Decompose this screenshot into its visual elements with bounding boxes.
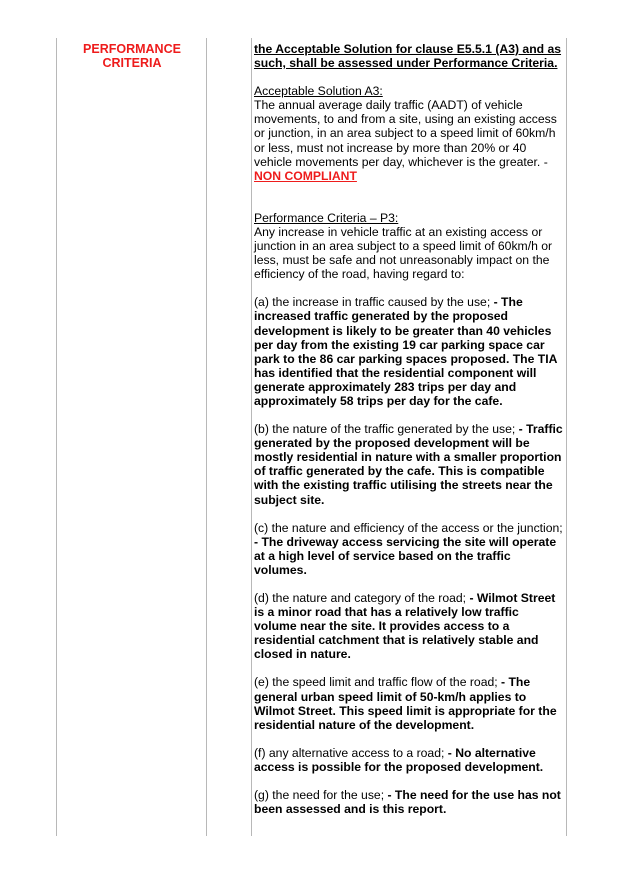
criterion-response: - The driveway access servicing the site will operate at a high level of service based on the traffic volumes. bbox=[254, 534, 557, 577]
criterion-item-d bbox=[254, 591, 564, 661]
intro-text: the Acceptable Solution for clause E5.5.1 (A3) and as such, shall be assessed under Performance Criteria. bbox=[254, 42, 562, 71]
criterion-text: (a) the increase in traffic caused by the use; bbox=[254, 295, 491, 310]
left-table-border bbox=[56, 38, 57, 836]
criterion-text: (d) the nature and category of the road; bbox=[254, 591, 467, 605]
criterion-text: (b) the nature of the traffic generated by the use; bbox=[254, 422, 516, 437]
criterion-item-c bbox=[254, 521, 564, 577]
criterion-text: (e) the speed limit and traffic flow of the road; bbox=[254, 675, 498, 690]
criterion-response: - Wilmot Street is a minor road that has a relatively low traffic volume near the site. It provides access to a residential catchment that is relatively stable and closed in nature. bbox=[254, 591, 556, 662]
criterion-response: - No alternative access is possible for the proposed development. bbox=[254, 745, 544, 774]
performance-criteria-text: Any increase in vehicle traffic at an existing access or junction in an area subject to a speed limit of 60km/h or less, must be safe and not unreasonably impact on the efficiency of the road, having regard to: bbox=[254, 224, 553, 282]
criterion-text: (g) the need for the use; bbox=[254, 788, 385, 803]
criterion-response: - The general urban speed limit of 50-km/h applies to Wilmot Street. This speed limit is appropriate for the residential nature of the development. bbox=[254, 675, 557, 732]
criterion-item-a bbox=[254, 295, 564, 408]
acceptable-solution-text: The annual average daily traffic (AADT) of vehicle movements, to and from a site, using an existing access or junction, in an area subject to a speed limit of 60km/h or less, must not increase by more than 20% or 40 vehicle movements per day, whichever is the greater. - bbox=[254, 98, 557, 169]
non-compliant-status: NON COMPLIANT bbox=[254, 168, 357, 183]
criterion-item-e bbox=[254, 675, 564, 731]
criterion-item-g bbox=[254, 788, 564, 816]
criterion-item-f bbox=[254, 746, 564, 774]
column-divider-1 bbox=[206, 38, 207, 836]
performance-criteria-heading: Performance Criteria – P3: bbox=[254, 210, 399, 225]
criterion-response: - The increased traffic generated by the proposed development is likely to be greater than 40 vehicles per day from the existing 19 car parking space car park to the 86 car parking spaces proposed. The TIA has identified that the residential component will generate approximately 283 trips per day and approximately 58 trips per day for the cafe. bbox=[254, 295, 557, 408]
criterion-item-b bbox=[254, 422, 564, 507]
assessment-content bbox=[254, 42, 564, 816]
column-divider-2 bbox=[251, 38, 252, 836]
performance-criteria-label: PERFORMANCE CRITERIA bbox=[83, 42, 181, 70]
acceptable-solution-heading: Acceptable Solution A3: bbox=[254, 84, 383, 99]
criterion-response: - The need for the use has not been assessed and is this report. bbox=[254, 788, 561, 817]
right-table-border bbox=[566, 38, 567, 836]
criterion-text: (c) the nature and efficiency of the access or the junction; bbox=[254, 520, 563, 535]
criterion-response: - Traffic generated by the proposed development will be mostly residential in nature with a smaller proportion of traffic generated by the cafe. This is compatible with the existing traffic utilising the streets near the subject site. bbox=[254, 422, 563, 507]
criterion-text: (f) any alternative access to a road; bbox=[254, 745, 445, 760]
